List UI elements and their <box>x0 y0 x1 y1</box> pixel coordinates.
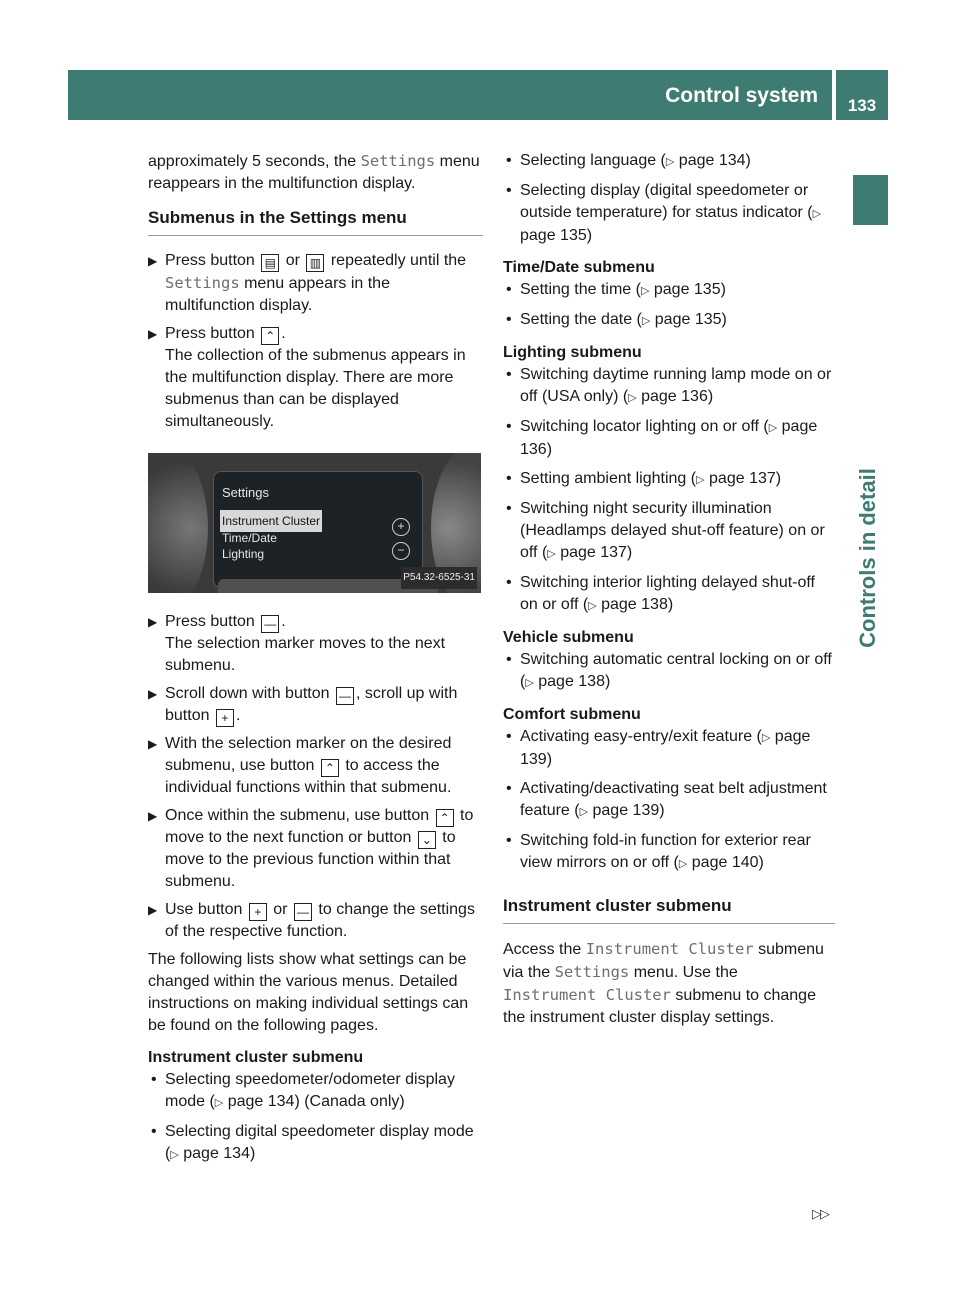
list-item: • Activating/deactivating seat belt adjustment feature (▷ page 139) <box>506 780 827 819</box>
page-ref-icon: ▷ <box>588 600 597 612</box>
list-item: • Setting the time (▷ page 135) <box>506 281 726 298</box>
page-ref-icon: ▷ <box>678 858 688 870</box>
step-arrow-icon: ▶ <box>148 327 158 341</box>
page-ref-icon: ▷ <box>768 422 778 434</box>
page-ref-icon: ▷ <box>640 285 650 297</box>
step-item: ▶ With the selection marker on the desired submenu, use button ⌃ to access the individual functions within that submenu. <box>148 735 452 796</box>
list-item: • Selecting speedometer/odometer display mode (▷ page 134) (Canada only) <box>151 1071 455 1110</box>
figure-code: P54.32-6525-31 <box>401 567 477 589</box>
subhead-lighting: Lighting submenu <box>503 344 642 361</box>
page-ref-icon: ▷ <box>525 677 534 689</box>
step-arrow-icon: ▶ <box>148 615 158 629</box>
plus-button-icon: + <box>249 903 267 921</box>
step-item: ▶ Press button ▤ or ▥ repeatedly until the Settings menu appears in the multifunction display. <box>148 252 467 314</box>
section-side-label: Controls in detail <box>855 468 880 648</box>
step-arrow-icon: ▶ <box>148 903 158 917</box>
access-paragraph: Access the Instrument Cluster submenu via the Settings menu. Use the Instrument Cluster submenu to change the instrument cluster display settings. <box>503 940 824 1026</box>
header-bar <box>68 70 832 120</box>
subhead-vehicle: Vehicle submenu <box>503 629 634 646</box>
list-item: • Activating easy-entry/exit feature (▷ page 139) <box>506 728 811 768</box>
step-item: ▶ Press button — . The selection marker moves to the next submenu. <box>148 613 446 674</box>
scroll-up-button-icon: ⌃ <box>436 809 454 827</box>
section-heading: Instrument cluster submenu <box>503 895 835 924</box>
figure-menu-title: Settings <box>222 485 269 500</box>
step-arrow-icon: ▶ <box>148 809 158 823</box>
subhead-instrument: Instrument cluster submenu <box>148 1049 364 1066</box>
continue-arrows-icon: ▷▷ <box>812 1206 828 1221</box>
page-ref-icon: ▷ <box>696 474 705 486</box>
display-back-button-icon: ▤ <box>261 254 279 272</box>
page-ref-icon: ▷ <box>170 1149 179 1161</box>
plus-button-icon: + <box>216 709 234 727</box>
multifunction-display <box>213 471 423 588</box>
page-ref-icon: ▷ <box>547 548 556 560</box>
list-item: • Switching daytime running lamp mode on or off (USA only) (▷ page 136) <box>506 366 832 405</box>
left-column <box>148 150 483 1173</box>
page-ref-icon: ▷ <box>641 315 651 327</box>
instrument-cluster-figure <box>148 453 481 593</box>
step-item: ▶ Scroll down with button — , scroll up with button + . <box>148 685 458 725</box>
minus-circle-icon: − <box>392 542 410 560</box>
minus-button-icon: — <box>336 687 354 705</box>
subhead-comfort: Comfort submenu <box>503 706 641 723</box>
list-item: • Selecting language (▷ page 134) <box>506 152 751 169</box>
scroll-up-button-icon: ⌃ <box>321 759 339 777</box>
figure-menu-item: Lighting <box>222 547 265 561</box>
scroll-up-button-icon: ⌃ <box>261 327 279 345</box>
list-item: • Switching locator lighting on or off (▷ page 136) <box>506 418 818 458</box>
minus-button-icon: — <box>294 903 312 921</box>
left-gauge <box>148 453 208 593</box>
page-number: 133 <box>836 70 888 120</box>
page-ref-icon: ▷ <box>665 156 675 168</box>
list-item: • Setting ambient lighting (▷ page 137) <box>506 470 782 487</box>
list-item: • Switching night security illumination (Headlamps delayed shut-off feature) on or off (▷ page 137) <box>506 500 825 561</box>
step-item: ▶ Once within the submenu, use button ⌃ to move to the next function or button ⌄ to move to the previous function within that submenu. <box>148 807 474 890</box>
display-forward-button-icon: ▥ <box>306 254 324 272</box>
list-item: • Selecting digital speedometer display mode (▷ page 134) <box>151 1123 474 1162</box>
header-title: Control system <box>665 84 818 107</box>
step-arrow-icon: ▶ <box>148 254 158 268</box>
step-item: ▶ Use button + or — to change the settings of the respective function. <box>148 901 475 940</box>
lists-paragraph: The following lists show what settings can be changed within the various menus. Detailed instructions on making individual settings can be found on the following pages. <box>148 951 469 1034</box>
page-ref-icon: ▷ <box>628 392 637 404</box>
side-tab <box>853 175 888 225</box>
figure-menu-item-selected: Instrument Cluster <box>220 510 322 532</box>
page-ref-icon: ▷ <box>214 1097 224 1109</box>
list-item: • Selecting display (digital speedometer or outside temperature) for status indicator (▷ page 135) <box>506 182 822 244</box>
figure-menu-item: Time/Date <box>222 531 277 545</box>
intro-paragraph: approximately 5 seconds, the Settings menu reappears in the multifunction display. <box>148 152 480 192</box>
list-item: • Switching automatic central locking on or off (▷ page 138) <box>506 651 832 690</box>
section-heading: Submenus in the Settings menu <box>148 207 483 236</box>
list-item: • Setting the date (▷ page 135) <box>506 311 727 328</box>
step-arrow-icon: ▶ <box>148 737 158 751</box>
plus-circle-icon: + <box>392 518 410 536</box>
scroll-down-button-icon: ⌄ <box>418 831 436 849</box>
step-arrow-icon: ▶ <box>148 687 158 701</box>
page-ref-icon: ▷ <box>579 806 589 818</box>
page-ref-icon: ▷ <box>761 732 771 744</box>
subhead-time-date: Time/Date submenu <box>503 259 655 276</box>
list-item: • Switching interior lighting delayed shut-off on or off (▷ page 138) <box>506 574 815 613</box>
page-ref-icon: ▷ <box>812 208 822 220</box>
list-item: • Switching fold-in function for exterior rear view mirrors on or off (▷ page 140) <box>506 832 811 871</box>
right-column <box>503 150 835 1039</box>
minus-button-icon: — <box>261 615 279 633</box>
step-item: ▶ Press button ⌃ . The collection of the submenus appears in the multifunction display. There are more submenus than can be displayed simultaneously. <box>148 325 466 430</box>
